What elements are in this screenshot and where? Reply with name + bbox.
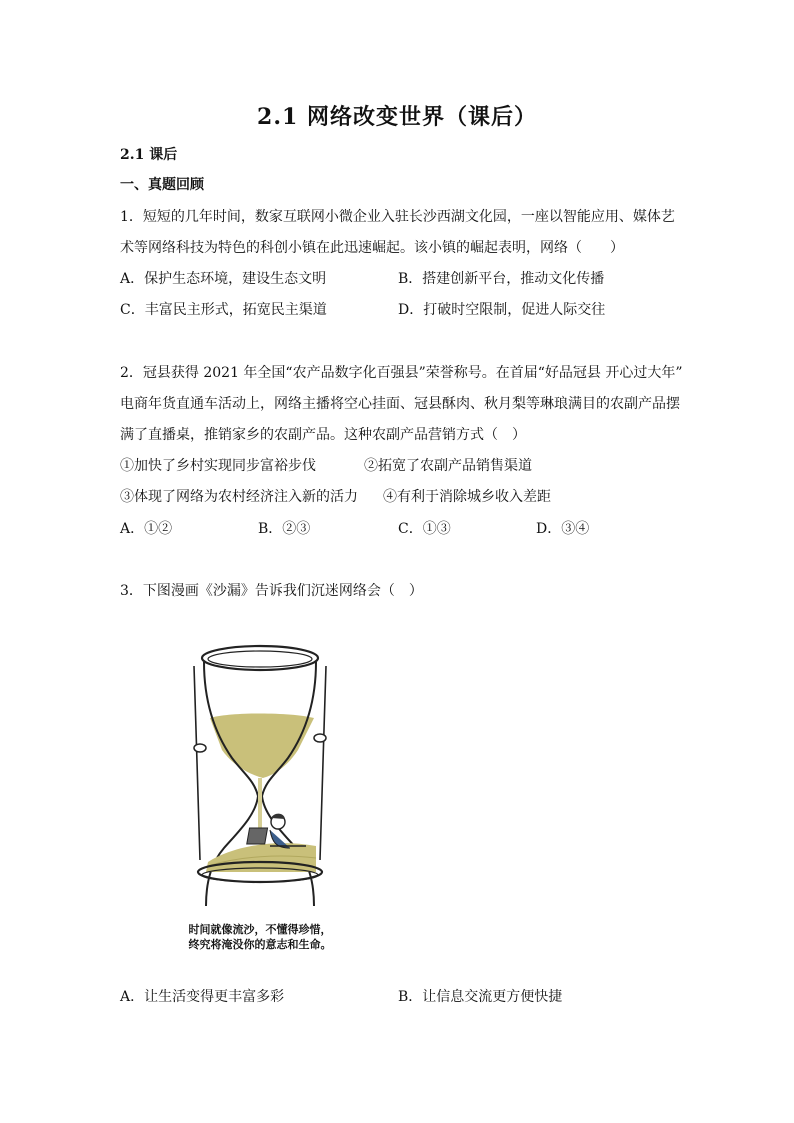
subheading: 2.1 课后: [120, 147, 178, 163]
q2-option-c: C．①③: [398, 521, 451, 537]
q1-option-d: D．打破时空限制，促进人际交往: [398, 302, 606, 318]
cartoon-caption-line-2: 终究将淹没你的意志和生命。: [188, 938, 332, 951]
cartoon-caption-line-1: 时间就像流沙，不懂得珍惜，: [188, 923, 332, 936]
q2-stem-line-1: 2．冠县获得 2021 年全国“农产品数字化百强县”荣誉称号。在首届“好品冠县 开心过大年”: [120, 365, 683, 381]
q1-option-a: A．保护生态环境，建设生态文明: [120, 271, 327, 287]
q2-statement-3: ③体现了网络为农村经济注入新的活力: [120, 489, 358, 505]
q1-option-c: C．丰富民主形式，拓宽民主渠道: [120, 302, 327, 318]
q1-option-b: B．搭建创新平台，推动文化传播: [398, 271, 605, 287]
q3-stem: 3．下图漫画《沙漏》告诉我们沉迷网络会（ ）: [120, 583, 423, 599]
q3-option-a: A．让生活变得更丰富多彩: [120, 989, 285, 1005]
q3-option-b: B．让信息交流更方便快捷: [398, 989, 563, 1005]
q2-stem-line-3: 满了直播桌，推销家乡的农副产品。这种农副产品营销方式（ ）: [120, 427, 526, 443]
section-heading: 一、真题回顾: [120, 177, 204, 193]
q2-option-d: D．③④: [536, 521, 590, 537]
q1-stem-line-2: 术等网络科技为特色的科创小镇在此迅速崛起。该小镇的崛起表明，网络（ ）: [120, 240, 624, 256]
q2-option-b: B．②③: [258, 521, 311, 537]
q2-statement-2: ②拓宽了农副产品销售渠道: [364, 458, 532, 474]
page-title: 2.1 网络改变世界（课后）: [257, 104, 537, 130]
q2-stem-line-2: 电商年货直通车活动上，网络主播将空心挂面、冠县酥肉、秋月梨等琳琅满目的农副产品摆: [120, 396, 680, 412]
q2-statement-4: ④有利于消除城乡收入差距: [383, 489, 551, 505]
q1-stem-line-1: 1．短短的几年时间，数家互联网小微企业入驻长沙西湖文化园，一座以智能应用、媒体艺: [120, 209, 675, 225]
q2-option-a: A．①②: [120, 521, 173, 537]
q2-statement-1: ①加快了乡村实现同步富裕步伐: [120, 458, 316, 474]
hourglass-cartoon: [120, 610, 400, 976]
